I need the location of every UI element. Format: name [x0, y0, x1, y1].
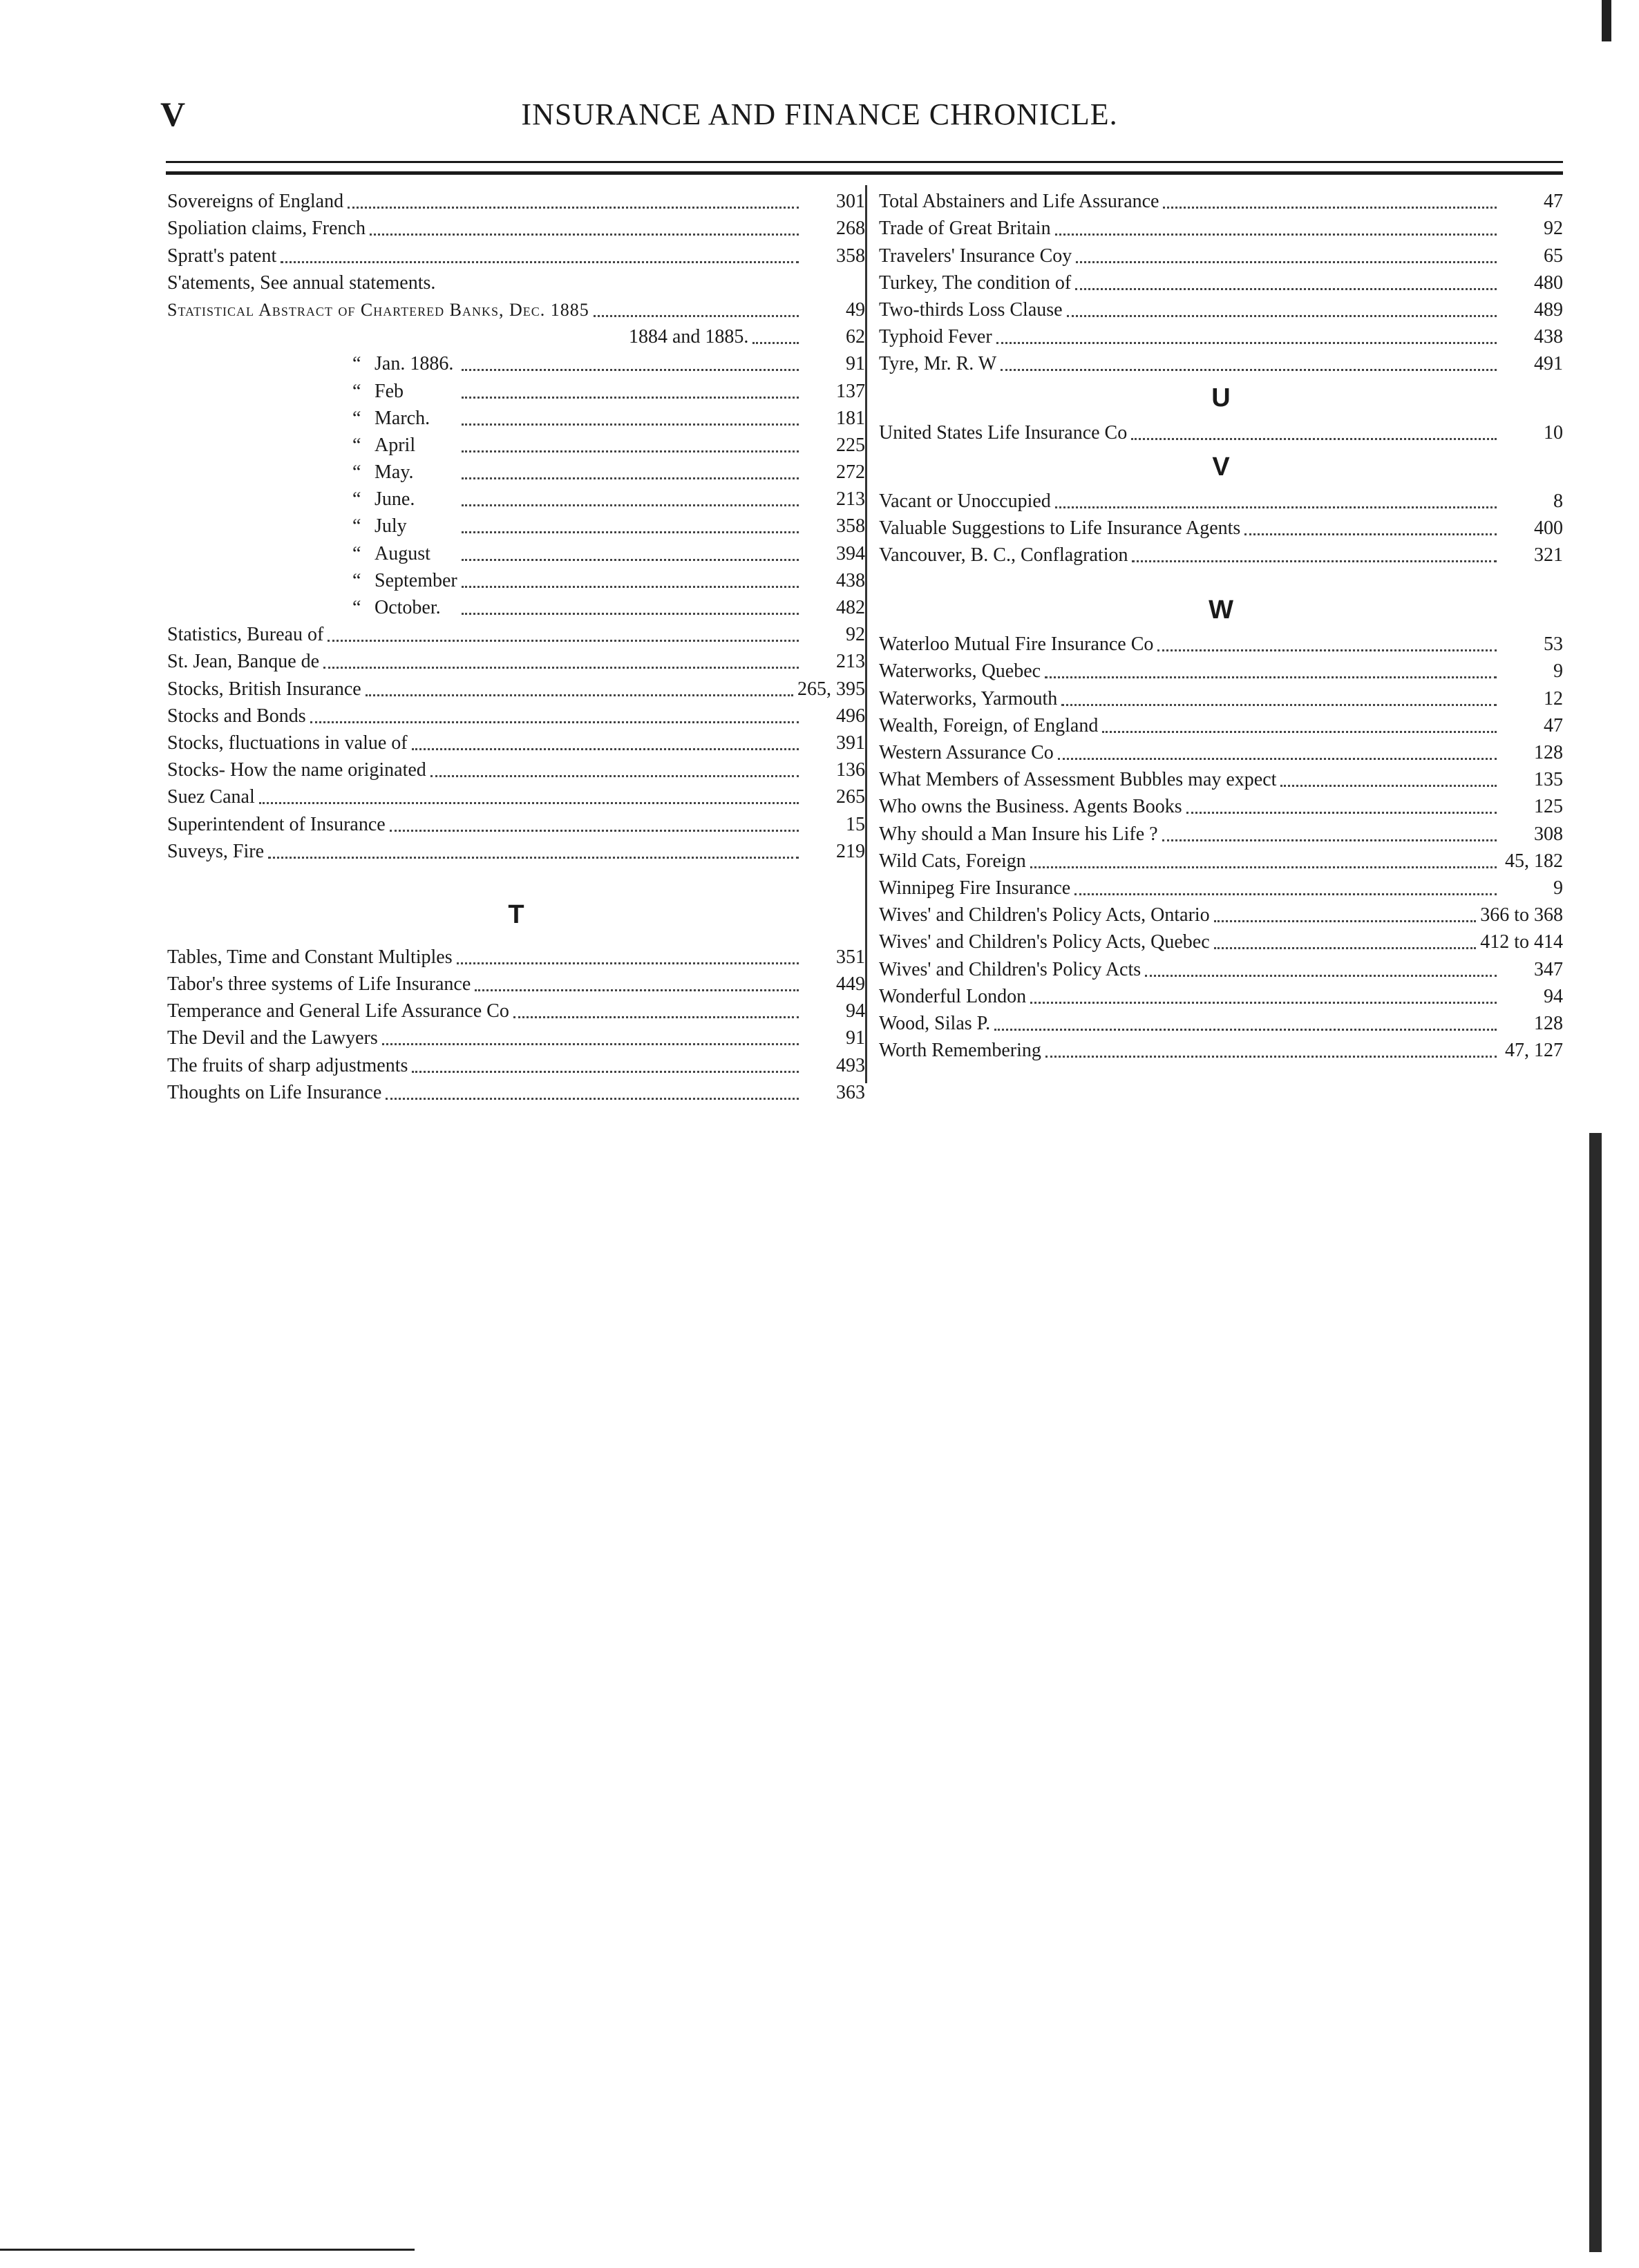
entry-page: 53 [1544, 633, 1563, 656]
index-entry [879, 419, 1563, 446]
entry-label: Wives' and Children's Policy Acts, Ontario [879, 904, 1210, 926]
index-section-s [167, 188, 865, 865]
entry-page: 301 [836, 191, 865, 213]
index-entry [167, 1079, 865, 1106]
entry-label: August [375, 542, 430, 564]
index-section-t-continued [879, 188, 1563, 377]
entry-label: Why should a Man Insure his Life ? [879, 823, 1158, 845]
dot-leader [310, 721, 799, 723]
entry-page: 496 [836, 705, 865, 727]
entry-page: 45, 182 [1505, 850, 1563, 872]
entry-page: 213 [836, 651, 865, 673]
dot-leader [1055, 506, 1497, 508]
section-gap [879, 569, 1563, 589]
entry-page: 92 [1544, 218, 1563, 240]
entry-page: 308 [1534, 823, 1563, 845]
entry-label: S'atements, See annual statements. [167, 271, 436, 294]
index-column-left [167, 188, 865, 1106]
dot-leader [1058, 757, 1497, 760]
section-letter-v: V [1212, 452, 1230, 482]
entry-page: 438 [1534, 326, 1563, 348]
entry-label: Travelers' Insurance Coy [879, 245, 1072, 267]
entry-label: What Members of Assessment Bubbles may expect [879, 769, 1277, 791]
dot-leader [1055, 233, 1497, 236]
entry-page: 12 [1544, 687, 1563, 709]
dot-leader [328, 639, 799, 642]
index-entry [879, 1037, 1563, 1064]
ditto-mark: “ [352, 407, 361, 429]
entry-label: Total Abstainers and Life Assurance [879, 191, 1159, 213]
dot-leader [1214, 919, 1477, 922]
entry-page: 347 [1534, 958, 1563, 980]
entry-page: 366 to 368 [1480, 904, 1563, 926]
entry-label: July [375, 515, 407, 537]
index-entry [167, 242, 865, 269]
dot-leader [594, 314, 799, 317]
index-entry [879, 269, 1563, 296]
entry-page: 412 to 414 [1480, 931, 1563, 953]
entry-label: Winnipeg Fire Insurance [879, 877, 1071, 899]
dot-leader [462, 423, 799, 426]
entry-label: Stocks- How the name originated [167, 759, 426, 781]
index-entry [167, 648, 865, 675]
index-entry [879, 820, 1563, 847]
entry-label: Western Assurance Co [879, 742, 1054, 763]
ditto-mark: “ [352, 569, 361, 591]
entry-page: 491 [1534, 353, 1563, 375]
entry-page: 65 [1544, 245, 1563, 267]
section-letter-t: T [508, 899, 524, 929]
index-entry [879, 188, 1563, 215]
dot-leader [1074, 893, 1497, 895]
dot-leader [323, 666, 799, 669]
dot-leader [1061, 703, 1497, 706]
entry-label: Waterloo Mutual Fire Insurance Co [879, 633, 1154, 656]
entry-label: Who owns the Business. Agents Books [879, 796, 1182, 818]
entry-label: Wood, Silas P. [879, 1012, 991, 1034]
header-rule-bottom [166, 171, 1563, 175]
entry-page: 128 [1534, 1012, 1563, 1034]
index-entry [879, 515, 1563, 542]
entry-label: Tables, Time and Constant Multiples [167, 946, 453, 968]
entry-page: 128 [1534, 742, 1563, 763]
index-entry [167, 1051, 865, 1078]
entry-page: 9 [1553, 877, 1563, 899]
dot-leader [1186, 811, 1497, 814]
entry-label: Wild Cats, Foreign [879, 850, 1026, 872]
dot-leader [1162, 839, 1497, 841]
dot-leader [457, 962, 799, 964]
entry-page: 225 [836, 434, 865, 456]
index-entry [879, 955, 1563, 982]
entry-label: June. [375, 488, 415, 511]
entry-label: Spratt's patent [167, 245, 277, 267]
section-gap [167, 865, 865, 894]
index-entry [879, 712, 1563, 739]
index-entry [167, 703, 865, 730]
entry-label: Waterworks, Quebec [879, 660, 1041, 683]
entry-page: 400 [1534, 517, 1563, 539]
dot-leader [412, 1070, 799, 1073]
section-letter-w: W [1209, 595, 1233, 625]
index-entry [879, 848, 1563, 875]
dot-leader [462, 585, 799, 588]
index-entry [167, 783, 865, 810]
scan-bottom-rule [0, 2249, 415, 2251]
index-entry [879, 793, 1563, 820]
entry-page: 213 [836, 488, 865, 511]
entry-page: 94 [846, 1000, 865, 1022]
entry-page: 47 [1544, 714, 1563, 736]
index-entry [167, 675, 865, 702]
entry-page: 92 [846, 624, 865, 646]
entry-page: 62 [846, 326, 865, 348]
entry-label: Statistics, Bureau of [167, 624, 324, 646]
entry-page: 394 [836, 542, 865, 564]
entry-label: Stocks, British Insurance [167, 678, 361, 700]
dot-leader [462, 450, 799, 452]
entry-label: Vacant or Unoccupied [879, 490, 1051, 512]
index-entry [167, 810, 865, 837]
entry-label: September [375, 569, 457, 591]
index-entry [167, 998, 865, 1025]
entry-page: 94 [1544, 985, 1563, 1007]
index-entry [167, 296, 865, 323]
index-entry [167, 567, 865, 594]
entry-page: 137 [836, 380, 865, 402]
entry-label: March. [375, 407, 430, 429]
index-entry [167, 486, 865, 513]
index-entry [167, 971, 865, 998]
page-numeral: V [160, 95, 186, 133]
entry-page: 321 [1534, 544, 1563, 566]
entry-page: 49 [846, 298, 865, 321]
ditto-mark: “ [352, 597, 361, 618]
entry-page: 47, 127 [1505, 1040, 1563, 1062]
index-column-right [879, 188, 1563, 1064]
dot-leader [1001, 368, 1497, 371]
section-gap [167, 935, 865, 944]
entry-label: Vancouver, B. C., Conflagration [879, 544, 1128, 566]
entry-label: St. Jean, Banque de [167, 651, 320, 673]
entry-label: Worth Remembering [879, 1040, 1041, 1062]
index-entry [167, 269, 865, 296]
scan-edge-mark [1602, 0, 1611, 41]
entry-label: Typhoid Fever [879, 326, 992, 348]
index-entry [879, 296, 1563, 323]
dot-leader [462, 531, 799, 533]
dot-leader [1157, 649, 1497, 651]
index-entry [879, 631, 1563, 658]
index-entry [879, 323, 1563, 350]
dot-leader [268, 856, 799, 859]
entry-label: Wonderful London [879, 985, 1027, 1007]
dot-leader [475, 989, 799, 991]
index-entry [167, 323, 865, 350]
entry-page: 391 [836, 732, 865, 754]
ditto-mark: “ [352, 542, 361, 564]
entry-label: Stocks and Bonds [167, 705, 306, 727]
index-entry [879, 902, 1563, 928]
entry-page: 135 [1534, 769, 1563, 791]
index-entry [167, 594, 865, 621]
entry-page: 219 [836, 840, 865, 862]
dot-leader [513, 1016, 799, 1018]
entry-page: 136 [836, 759, 865, 781]
entry-label: Thoughts on Life Insurance [167, 1081, 382, 1103]
index-section-u [879, 419, 1563, 446]
dot-leader [1214, 946, 1477, 949]
entry-label: Stocks, fluctuations in value of [167, 732, 408, 754]
entry-page: 438 [836, 569, 865, 591]
entry-page: 91 [846, 1027, 865, 1049]
entry-label: April [375, 434, 416, 456]
index-entry [167, 838, 865, 865]
ditto-mark: “ [352, 461, 361, 484]
index-entry [167, 188, 865, 215]
index-entry [879, 685, 1563, 712]
entry-label: Jan. 1886. [375, 353, 454, 375]
entry-label: Turkey, The condition of [879, 271, 1072, 294]
dot-leader [348, 206, 799, 209]
index-entry [167, 540, 865, 566]
entry-page: 10 [1544, 421, 1563, 444]
header-rule-top [166, 161, 1563, 163]
index-entry [167, 944, 865, 971]
scan-edge-strip [1589, 1133, 1602, 2252]
index-entry [167, 621, 865, 648]
dot-leader [1163, 206, 1497, 209]
entry-label: Trade of Great Britain [879, 218, 1051, 240]
dot-leader [1075, 287, 1497, 290]
dot-leader [1030, 1001, 1497, 1004]
dot-leader [259, 801, 799, 804]
index-entry [879, 242, 1563, 269]
index-entry [167, 215, 865, 242]
dot-leader [1102, 730, 1497, 733]
dot-leader [1145, 974, 1497, 977]
index-entry [167, 730, 865, 756]
dot-leader [1280, 784, 1497, 787]
entry-page: 47 [1544, 191, 1563, 213]
entry-page: 493 [836, 1054, 865, 1076]
index-entry [879, 983, 1563, 1010]
entry-page: 489 [1534, 298, 1563, 321]
dot-leader [1067, 314, 1497, 317]
entry-label: The Devil and the Lawyers [167, 1027, 378, 1049]
entry-page: 268 [836, 218, 865, 240]
dot-leader [994, 1028, 1497, 1031]
entry-label: Tabor's three systems of Life Insurance [167, 973, 471, 995]
page-title: INSURANCE AND FINANCE CHRONICLE. [521, 97, 1118, 131]
dot-leader [462, 396, 799, 399]
entry-label: Temperance and General Life Assurance Co [167, 1000, 509, 1022]
entry-label: Wives' and Children's Policy Acts, Quebec [879, 931, 1210, 953]
entry-page: 9 [1553, 660, 1563, 683]
entry-page: 449 [836, 973, 865, 995]
entry-label: Sovereigns of England [167, 191, 344, 213]
entry-label: Wealth, Foreign, of England [879, 714, 1099, 736]
entry-label: Two-thirds Loss Clause [879, 298, 1063, 321]
entry-label: October. [375, 597, 441, 618]
ditto-mark: “ [352, 515, 361, 537]
dot-leader [1045, 1055, 1497, 1058]
dot-leader [1045, 676, 1497, 678]
index-entry [167, 756, 865, 783]
dot-leader [390, 829, 799, 832]
dot-leader [462, 558, 799, 561]
dot-leader [412, 747, 799, 750]
entry-label: The fruits of sharp adjustments [167, 1054, 408, 1076]
index-entry [879, 875, 1563, 902]
entry-label: United States Life Insurance Co [879, 421, 1128, 444]
index-entry [879, 350, 1563, 377]
entry-label: Suveys, Fire [167, 840, 264, 862]
entry-label: Spoliation claims, French [167, 218, 366, 240]
entry-page: 125 [1534, 796, 1563, 818]
entry-page: 358 [836, 515, 865, 537]
dot-leader [382, 1042, 799, 1045]
index-entry [879, 542, 1563, 569]
ditto-mark: “ [352, 488, 361, 511]
index-entry [879, 928, 1563, 955]
index-entry [167, 432, 865, 459]
dot-leader [462, 477, 799, 479]
index-entry [167, 405, 865, 432]
index-entry [167, 377, 865, 404]
dot-leader [752, 341, 799, 344]
dot-leader [281, 260, 799, 263]
entry-page: 8 [1553, 490, 1563, 512]
dot-leader [462, 504, 799, 506]
entry-page: 15 [846, 813, 865, 835]
dot-leader [430, 774, 799, 777]
entry-page: 351 [836, 946, 865, 968]
index-entry [879, 1010, 1563, 1037]
index-entry [879, 739, 1563, 766]
entry-page: 265, 395 [797, 678, 865, 700]
column-divider [865, 185, 867, 1083]
dot-leader [1030, 866, 1497, 868]
index-entry [879, 215, 1563, 242]
entry-page: 363 [836, 1081, 865, 1103]
section-letter-u: U [1211, 383, 1231, 413]
index-entry [167, 1025, 865, 1051]
entry-label: Tyre, Mr. R. W [879, 353, 997, 375]
index-section-v [879, 488, 1563, 569]
entry-label: Statistical Abstract of Chartered Banks, Dec. 1885 [167, 299, 589, 320]
index-entry [167, 350, 865, 377]
dot-leader [366, 694, 793, 696]
entry-label: Wives' and Children's Policy Acts [879, 958, 1141, 980]
dot-leader [386, 1097, 799, 1100]
dot-leader [1131, 437, 1497, 440]
dot-leader [996, 341, 1497, 344]
entry-page: 181 [836, 407, 865, 429]
dot-leader [1076, 260, 1497, 263]
dot-leader [462, 612, 799, 615]
entry-page: 358 [836, 245, 865, 267]
entry-page: 272 [836, 461, 865, 484]
entry-label: Superintendent of Insurance [167, 813, 386, 835]
entry-label: 1884 and 1885. [629, 326, 749, 348]
index-entry [879, 766, 1563, 793]
entry-label: Waterworks, Yarmouth [879, 687, 1058, 709]
ditto-mark: “ [352, 353, 361, 375]
entry-page: 265 [836, 786, 865, 808]
index-entry [167, 513, 865, 540]
index-section-t [167, 944, 865, 1106]
entry-label: Valuable Suggestions to Life Insurance Agents [879, 517, 1241, 539]
entry-page: 480 [1534, 271, 1563, 294]
dot-leader [1244, 533, 1497, 535]
entry-label: Feb [375, 380, 404, 402]
dot-leader [462, 368, 799, 371]
ditto-mark: “ [352, 380, 361, 402]
entry-label: May. [375, 461, 414, 484]
index-entry [879, 658, 1563, 685]
index-section-w [879, 631, 1563, 1064]
entry-page: 482 [836, 597, 865, 618]
entry-page: 91 [846, 353, 865, 375]
index-entry [879, 488, 1563, 515]
index-entry [167, 459, 865, 486]
dot-leader [1132, 560, 1497, 562]
ditto-mark: “ [352, 434, 361, 456]
entry-label: Suez Canal [167, 786, 255, 808]
dot-leader [370, 233, 799, 236]
